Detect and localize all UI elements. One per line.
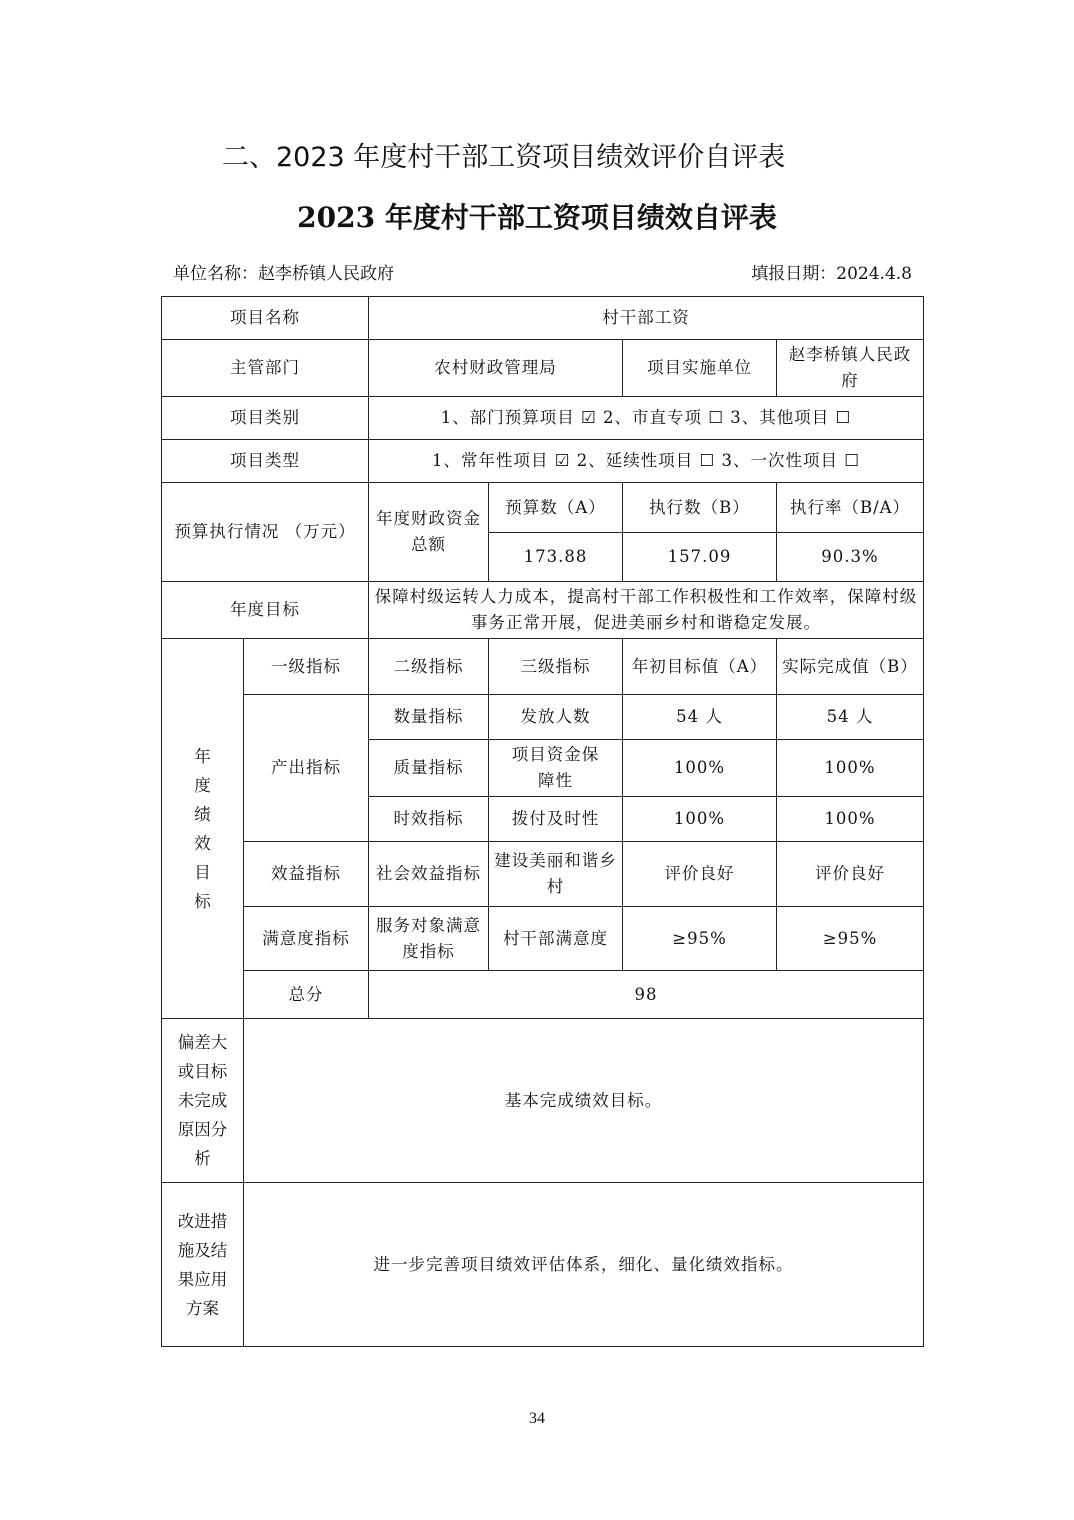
benefit-indicator-label: 效益指标 [244, 842, 369, 907]
self-evaluation-table [161, 296, 924, 1347]
row-project-name [162, 297, 924, 340]
level2-cell: 质量指标 [369, 740, 489, 797]
category-value: 1、部门预算项目 ☑ 2、市直专项 ☐ 3、其他项目 ☐ [369, 397, 924, 440]
level2-cell: 社会效益指标 [369, 842, 489, 907]
header-actual: 实际完成值（B） [777, 639, 924, 695]
satisfaction-indicator-label: 满意度指标 [244, 907, 369, 971]
row-total [162, 971, 924, 1019]
level2-cell: 服务对象满意度指标 [369, 907, 489, 971]
row-deviation [162, 1019, 924, 1183]
row-benefit [162, 842, 924, 907]
level3-cell: 拨付及时性 [489, 797, 623, 842]
budget-label: 预算执行情况 （万元） [162, 483, 369, 582]
unit-name: 单位名称：赵李桥镇人民政府 [173, 264, 394, 284]
improve-label-text: 改进措施及结果应用方案 [177, 1211, 228, 1318]
page-number: 34 [529, 1410, 545, 1427]
level3-cell: 建设美丽和谐乡村 [489, 842, 623, 907]
header-level2: 二级指标 [369, 639, 489, 695]
target-cell: 54 人 [623, 695, 777, 740]
row-annual-goal [162, 582, 924, 639]
section-title: 二、2023 年度村干部工资项目绩效评价自评表 [222, 142, 786, 173]
annual-goal-value: 保障村级运转人力成本，提高村干部工作积极性和工作效率，保障村级事务正常开展，促进美丽乡村和谐稳定发展。 [369, 582, 924, 639]
target-cell: 100% [623, 797, 777, 842]
actual-cell: 100% [777, 797, 924, 842]
row-dept [162, 340, 924, 397]
fill-date: 填报日期：2024.4.8 [751, 264, 912, 284]
improve-label [162, 1183, 244, 1347]
target-cell: 100% [623, 740, 777, 797]
annual-goal-label: 年度目标 [162, 582, 369, 639]
category-label: 项目类别 [162, 397, 369, 440]
row-indicator-header [162, 639, 924, 695]
row-satisfaction [162, 907, 924, 971]
rate-header: 执行率（B/A） [777, 483, 924, 533]
type-value: 1、常年性项目 ☑ 2、延续性项目 ☐ 3、一次性项目 ☐ [369, 440, 924, 483]
impl-unit-value: 赵李桥镇人民政府 [777, 340, 924, 397]
output-indicator-label: 产出指标 [244, 695, 369, 842]
impl-unit-label: 项目实施单位 [623, 340, 777, 397]
type-label: 项目类型 [162, 440, 369, 483]
exec-header: 执行数（B） [623, 483, 777, 533]
actual-cell: 54 人 [777, 695, 924, 740]
row-category [162, 397, 924, 440]
row-quantity [162, 695, 924, 740]
exec-value: 157.09 [623, 533, 777, 582]
actual-cell: 评价良好 [777, 842, 924, 907]
actual-cell: ≥95% [777, 907, 924, 971]
project-name-value: 村干部工资 [369, 297, 924, 340]
row-budget-header [162, 483, 924, 533]
fund-total-label: 年度财政资金总额 [369, 483, 489, 582]
total-label: 总分 [244, 971, 369, 1019]
dept-value: 农村财政管理局 [369, 340, 623, 397]
level2-cell: 时效指标 [369, 797, 489, 842]
deviation-label [162, 1019, 244, 1183]
level3-cell: 发放人数 [489, 695, 623, 740]
level3-cell: 村干部满意度 [489, 907, 623, 971]
document-title: 2023 年度村干部工资项目绩效自评表 [297, 201, 777, 234]
header-target: 年初目标值（A） [623, 639, 777, 695]
level2-cell: 数量指标 [369, 695, 489, 740]
performance-goal-text: 年度绩效目标 [194, 746, 211, 911]
budget-header: 预算数（A） [489, 483, 623, 533]
dept-label: 主管部门 [162, 340, 369, 397]
level3-cell: 项目资金保障性 [489, 740, 623, 797]
performance-goal-label [162, 639, 244, 1019]
row-type [162, 440, 924, 483]
deviation-label-text: 偏差大或目标未完成原因分析 [177, 1033, 228, 1168]
project-name-label: 项目名称 [162, 297, 369, 340]
target-cell: ≥95% [623, 907, 777, 971]
total-value: 98 [369, 971, 924, 1019]
rate-value: 90.3% [777, 533, 924, 582]
target-cell: 评价良好 [623, 842, 777, 907]
header-level1: 一级指标 [244, 639, 369, 695]
improve-value: 进一步完善项目绩效评估体系，细化、量化绩效指标。 [244, 1183, 924, 1347]
row-improvement [162, 1183, 924, 1347]
actual-cell: 100% [777, 740, 924, 797]
deviation-value: 基本完成绩效目标。 [244, 1019, 924, 1183]
header-level3: 三级指标 [489, 639, 623, 695]
budget-value: 173.88 [489, 533, 623, 582]
